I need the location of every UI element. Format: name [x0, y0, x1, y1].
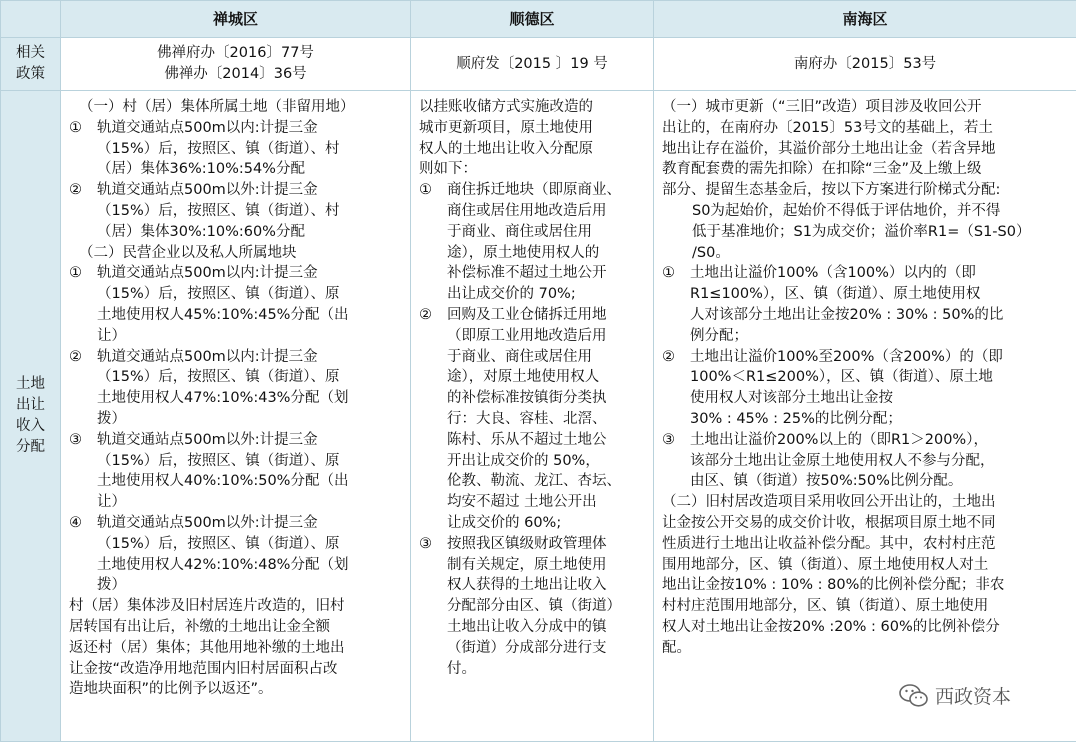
shunde-intro — [419, 97, 647, 180]
text-line: 补偿标准不超过土地公开 — [447, 265, 607, 282]
income-shunde — [411, 91, 654, 742]
text-line: （15%）后，按照区、镇（街道）、原 — [97, 535, 340, 552]
item-text — [97, 118, 404, 180]
text-line: 教育配套费的需先扣除）在扣除“三金”及上缴上级 — [662, 161, 982, 178]
header-chancheng: 禅城区 — [61, 1, 411, 38]
text-line: 开出让成交价的 50%， — [447, 452, 600, 469]
text-line: 造地块面积”的比例予以返还”。 — [69, 681, 273, 698]
text-line: 土地使用权人40%:10%:50%分配（出 — [97, 473, 349, 490]
item-text — [690, 347, 1070, 430]
text-line: 回购及工业仓储拆迁用地 — [447, 306, 607, 323]
text-line: 土地出让溢价100%至200%（含200%）的（即 — [690, 348, 1003, 365]
text-line: （15%）后，按照区、镇（街道）、原 — [97, 452, 340, 469]
chancheng-sec1-list — [69, 118, 404, 243]
text-line: 土地使用权人47%:10%:43%分配（划 — [97, 390, 349, 407]
text-line: 行：大良、容桂、北滘、 — [447, 410, 607, 427]
item-text — [97, 430, 404, 513]
text-line: 轨道交通站点500m以外:计提三金 — [97, 182, 318, 199]
text-line: 轨道交通站点500m以内:计提三金 — [97, 348, 318, 365]
text-line: 居转国有出让后，补缴的土地出让金全额 — [69, 618, 330, 635]
text-line: 轨道交通站点500m以内:计提三金 — [97, 119, 318, 136]
income-row — [1, 91, 1076, 742]
text-line: 均安不超过 土地公开出 — [447, 494, 597, 511]
list-item — [419, 180, 647, 305]
text-line: （二）旧村居改造项目采用收回公开出让的，土地出 — [662, 494, 996, 511]
list-item — [662, 347, 1070, 430]
text-line: 土地出让收入分成中的镇 — [447, 618, 607, 635]
list-item — [69, 263, 404, 346]
text-line: S0为起始价，起始价不得低于评估地价，并不得 — [692, 202, 1001, 219]
text-line: 途），原土地使用权人的 — [447, 244, 600, 261]
item-number: ③ — [69, 431, 82, 448]
text-line: 例分配； — [690, 327, 748, 344]
text-line: 途），对原土地使用权人 — [447, 369, 600, 386]
text-line: 让） — [97, 494, 126, 511]
text-line: 商住拆迁地块（即原商业、 — [447, 182, 621, 199]
watermark-text: 西政资本 — [935, 686, 1012, 708]
text-line: （居）集体30%:10%:60%分配 — [97, 223, 305, 240]
item-number: ③ — [419, 535, 432, 552]
text-line: 则如下： — [419, 161, 477, 178]
text-line: 配。 — [662, 639, 691, 656]
text-line: 人对该部分土地出让金按20% : 30% : 50%的比 — [690, 306, 1004, 323]
text-line: 拨） — [97, 577, 126, 594]
text-line: 权人对土地出让金按20% :20% : 60%的比例补偿分 — [662, 618, 1000, 635]
policy-doc: 顺府发〔2015 〕19 号 — [456, 55, 608, 72]
text-line: /S0。 — [692, 244, 730, 261]
item-number: ① — [662, 265, 675, 282]
text-line: （一）城市更新（“三旧”改造）项目涉及收回公开 — [662, 99, 982, 115]
text-line: 按照我区镇级财政管理体 — [447, 535, 607, 552]
item-number: ② — [419, 306, 432, 323]
text-line: （15%）后，按照区、镇（街道）、村 — [97, 202, 340, 219]
text-line: 让成交价的 60%; — [447, 514, 562, 531]
text-line: 于商业、商住或居住用 — [447, 348, 592, 365]
list-item — [662, 263, 1070, 346]
item-number: ④ — [69, 514, 82, 531]
text-line: 使用权人对该部分土地出让金按 — [690, 390, 893, 407]
item-text — [447, 305, 647, 534]
header-shunde: 顺德区 — [411, 1, 654, 38]
text-line: 100%＜R1≤200%），区、镇（街道）、原土地 — [690, 369, 993, 386]
text-line: 返还村（居）集体；其他用地补缴的土地出 — [69, 639, 345, 656]
text-line: 权人获得的土地出让收入 — [447, 577, 607, 594]
section-title: （二）民营企业以及私人所属地块 — [79, 244, 297, 261]
header-corner — [1, 1, 61, 38]
text-line: （即原工业用地改造后用 — [447, 327, 607, 344]
income-nanhai — [654, 91, 1076, 742]
policy-nanhai — [654, 38, 1076, 91]
item-text — [447, 180, 647, 305]
text-line: 土地使用权人42%:10%:48%分配（划 — [97, 556, 349, 573]
text-line: 轨道交通站点500m以外:计提三金 — [97, 514, 318, 531]
item-text — [97, 513, 404, 596]
shunde-content — [411, 91, 653, 679]
text-line: 陈村、乐从不超过土地公 — [447, 431, 607, 448]
nanhai-sec2 — [662, 492, 1070, 658]
text-line: 低于基准地价；S1为成交价；溢价率R1=（S1-S0） — [692, 223, 1031, 240]
text-line: 土地出让溢价200%以上的（即R1＞200%）， — [690, 431, 988, 448]
list-item — [419, 534, 647, 680]
text-line: 轨道交通站点500m以外:计提三金 — [97, 431, 318, 448]
text-line: （居）集体36%:10%:54%分配 — [97, 161, 305, 178]
text-line: （15%）后，按照区、镇（街道）、原 — [97, 286, 340, 303]
text-line: 村村庄范围用地部分，区、镇（街道）、原土地使用 — [662, 598, 989, 615]
policy-shunde — [411, 38, 654, 91]
section-title: （一）村（居）集体所属土地（非留用地） — [79, 99, 355, 115]
chancheng-closing — [69, 596, 404, 700]
watermark — [893, 680, 1017, 711]
text-line: 轨道交通站点500m以内:计提三金 — [97, 265, 318, 282]
text-line: 地出让存在溢价，其溢价部分土地出让金（若含异地 — [662, 140, 996, 157]
text-line: 村（居）集体涉及旧村居连片改造的，旧村 — [69, 598, 345, 615]
nanhai-sec1 — [662, 97, 1070, 201]
text-line: 出让成交价的 70%; — [447, 286, 576, 303]
text-line: 以挂账收储方式实施改造的 — [419, 99, 593, 115]
text-line: 土地使用权人45%:10%:45%分配（出 — [97, 306, 349, 323]
text-line: R1≤100%），区、镇（街道）、原土地使用权 — [690, 286, 981, 303]
list-item — [69, 430, 404, 513]
text-line: 让） — [97, 327, 126, 344]
text-line: 商住或居住用地改造后用 — [447, 202, 607, 219]
item-number: ② — [662, 348, 675, 365]
text-line: 地出让金按10% : 10% : 80%的比例补偿分配；非农 — [662, 577, 1005, 594]
text-line: 伦教、勒流、龙江、杏坛、 — [447, 473, 621, 490]
text-line: 于商业、商住或居住用 — [447, 223, 592, 240]
text-line: 由区、镇（街道）按50%:50%比例分配。 — [690, 473, 963, 490]
list-item — [69, 513, 404, 596]
text-line: 的补偿标准按镇街分类执 — [447, 390, 607, 407]
item-number: ① — [419, 182, 432, 199]
shunde-list — [419, 180, 647, 679]
text-line: 让金按“改造净用地范围内旧村居面积占改 — [69, 660, 338, 677]
text-line: 围用地部分，区、镇（街道）、原土地使用权人对土 — [662, 556, 989, 573]
header-nanhai: 南海区 — [654, 1, 1076, 38]
nanhai-list — [662, 263, 1070, 492]
item-number: ① — [69, 265, 82, 282]
item-number: ① — [69, 119, 82, 136]
text-line: 拨） — [97, 410, 126, 427]
text-line: 权人的土地出让收入分配原 — [419, 140, 593, 157]
nanhai-definitions — [662, 201, 1070, 263]
header-row — [1, 1, 1076, 38]
text-line: 城市更新项目，原土地使用 — [419, 119, 593, 136]
text-line: 30% : 45% : 25%的比例分配； — [690, 410, 902, 427]
list-item — [69, 347, 404, 430]
list-item — [69, 118, 404, 180]
text-line: 制有关规定，原土地使用 — [447, 556, 607, 573]
policy-doc: 佛禅办〔2014〕36号 — [164, 66, 307, 82]
wechat-icon — [899, 683, 929, 709]
policy-chancheng — [61, 38, 411, 91]
item-text — [97, 347, 404, 430]
text-line: 分配部分由区、镇（街道） — [447, 598, 621, 615]
nanhai-content — [654, 91, 1076, 659]
text-line: 出让的，在南府办〔2015〕53号文的基础上，若土 — [662, 119, 993, 136]
text-line: 部分、提留生态基金后，按以下方案进行阶梯式分配: — [662, 182, 1001, 199]
text-line: （街道）分成部分进行支 — [447, 639, 607, 656]
policy-doc: 佛禅府办〔2016〕77号 — [157, 45, 314, 62]
text-line: 该部分土地出让金原土地使用权人不参与分配， — [690, 452, 995, 469]
policy-row-label: 相关 政策 — [1, 38, 61, 91]
item-text — [447, 534, 647, 680]
text-line: 土地出让溢价100%（含100%）以内的（即 — [690, 265, 976, 282]
text-line: 性质进行土地出让收益补偿分配。其中，农村村庄范 — [662, 535, 996, 552]
item-text — [97, 180, 404, 242]
item-text — [690, 263, 1070, 346]
item-number: ② — [69, 182, 82, 199]
item-number: ② — [69, 348, 82, 365]
item-text — [97, 263, 404, 346]
income-chancheng — [61, 91, 411, 742]
list-item — [662, 430, 1070, 492]
text-line: 让金按公开交易的成交价计收，根据项目原土地不同 — [662, 514, 996, 531]
list-item — [69, 180, 404, 242]
income-row-label: 土地 出让 收入 分配 — [1, 91, 61, 742]
chancheng-sec2-list — [69, 263, 404, 596]
item-text — [690, 430, 1070, 492]
chancheng-content — [61, 91, 410, 700]
list-item — [419, 305, 647, 534]
text-line: （15%）后，按照区、镇（街道）、原 — [97, 369, 340, 386]
text-line: （15%）后，按照区、镇（街道）、村 — [97, 140, 340, 157]
text-line: 付。 — [447, 660, 476, 677]
policy-row — [1, 38, 1076, 91]
policy-doc: 南府办〔2015〕53号 — [793, 55, 937, 72]
item-number: ③ — [662, 431, 675, 448]
